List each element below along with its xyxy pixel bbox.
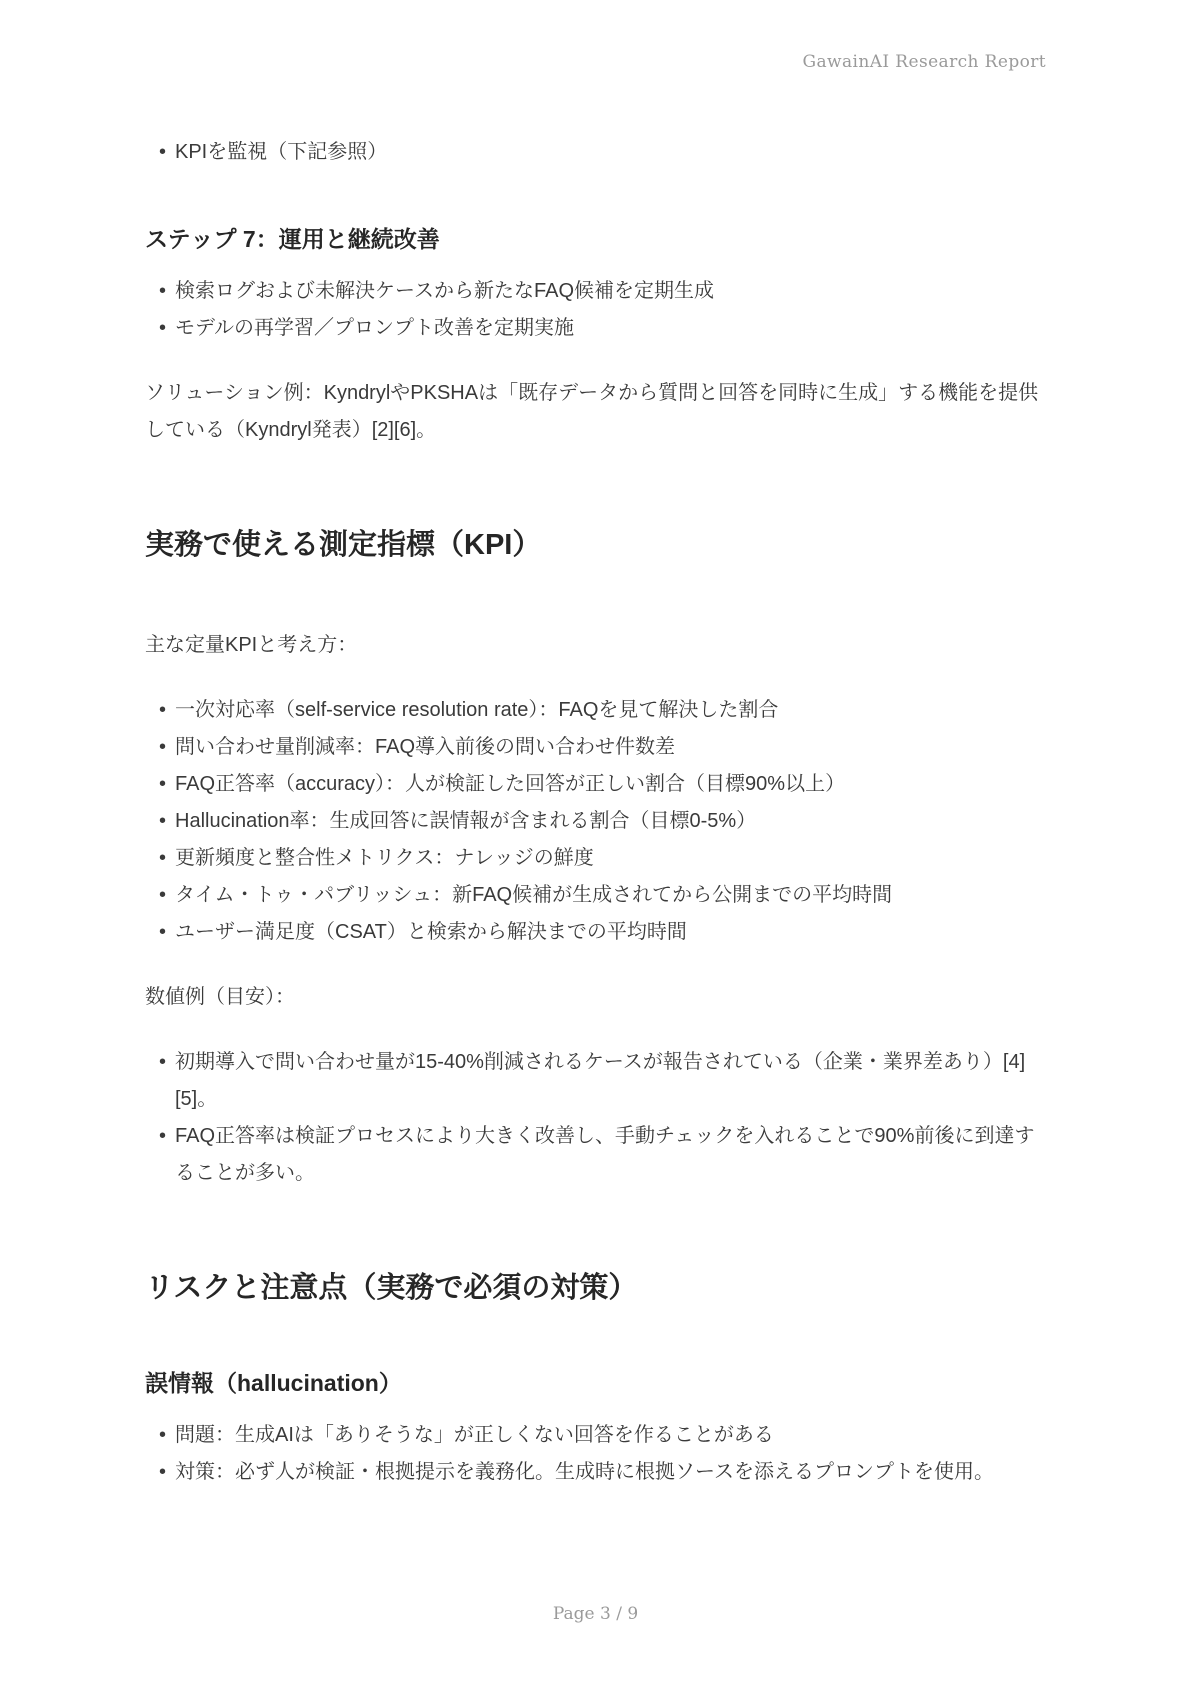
numeric-example-paragraph: 数値例（目安）： (145, 985, 295, 1008)
bullet-item: • FAQ正答率（accuracy）：人が検証した回答が正しい割合（目標90%以上） (145, 766, 1046, 803)
bullet-item: • FAQ正答率は検証プロセスにより大きく改善し、手動チェックを入れることで90%前後に到達することが多い。 (145, 1118, 1046, 1192)
bullet-item: • Hallucination率：生成回答に誤情報が含まれる割合（目標0-5%） (145, 803, 1046, 840)
kpi-monitor-list (145, 134, 1046, 171)
bullet-item: • 初期導入で問い合わせ量が15-40%削減されるケースが報告されている（企業・業界差あり）[4][5]。 (145, 1044, 1046, 1118)
bullet-item: • 一次対応率（self-service resolution rate）：FAQを見て解決した割合 (145, 692, 1046, 729)
bullet-item: • 問題：生成AIは「ありそうな」が正しくない回答を作ることがある (145, 1417, 1046, 1454)
bullet-item: • タイム・トゥ・パブリッシュ：新FAQ候補が生成されてから公開までの平均時間 (145, 877, 1046, 914)
kpi-list (145, 692, 1046, 951)
bullet-item: • 更新頻度と整合性メトリクス：ナレッジの鮮度 (145, 840, 1046, 877)
bullet-item: • 検索ログおよび未解決ケースから新たなFAQ候補を定期生成 (145, 273, 1046, 310)
bullet-item: • KPIを監視（下記参照） (145, 134, 1046, 171)
page-number: Page 3 / 9 (552, 1604, 639, 1624)
bullet-item: • 問い合わせ量削減率：FAQ導入前後の問い合わせ件数差 (145, 729, 1046, 766)
kpi-intro-paragraph: 主な定量KPIと考え方： (145, 633, 358, 656)
risk-section-heading: リスクと注意点（実務で必須の対策） (145, 1271, 638, 1304)
kpi-section-heading: 実務で使える測定指標（KPI） (145, 528, 542, 561)
report-header: GawainAI Research Report (802, 52, 1046, 72)
solution-example-paragraph: ソリューション例：KyndrylやPKSHAは「既存データから質問と回答を同時に生成」する機能を提供している（Kyndryl発表）[2][6]。 (145, 381, 1039, 441)
bullet-item: • モデルの再学習／プロンプト改善を定期実施 (145, 310, 1046, 347)
bullet-item: • ユーザー満足度（CSAT）と検索から解決までの平均時間 (145, 914, 1046, 951)
hallucination-list (145, 1417, 1046, 1491)
step7-heading: ステップ 7：運用と継続改善 (145, 226, 440, 252)
bullet-item: • 対策：必ず人が検証・根拠提示を義務化。生成時に根拠ソースを添えるプロンプトを使用。 (145, 1454, 1046, 1491)
hallucination-heading: 誤情報（hallucination） (145, 1370, 402, 1397)
document-body (145, 120, 1046, 1519)
step7-list (145, 273, 1046, 347)
numeric-example-list (145, 1044, 1046, 1192)
